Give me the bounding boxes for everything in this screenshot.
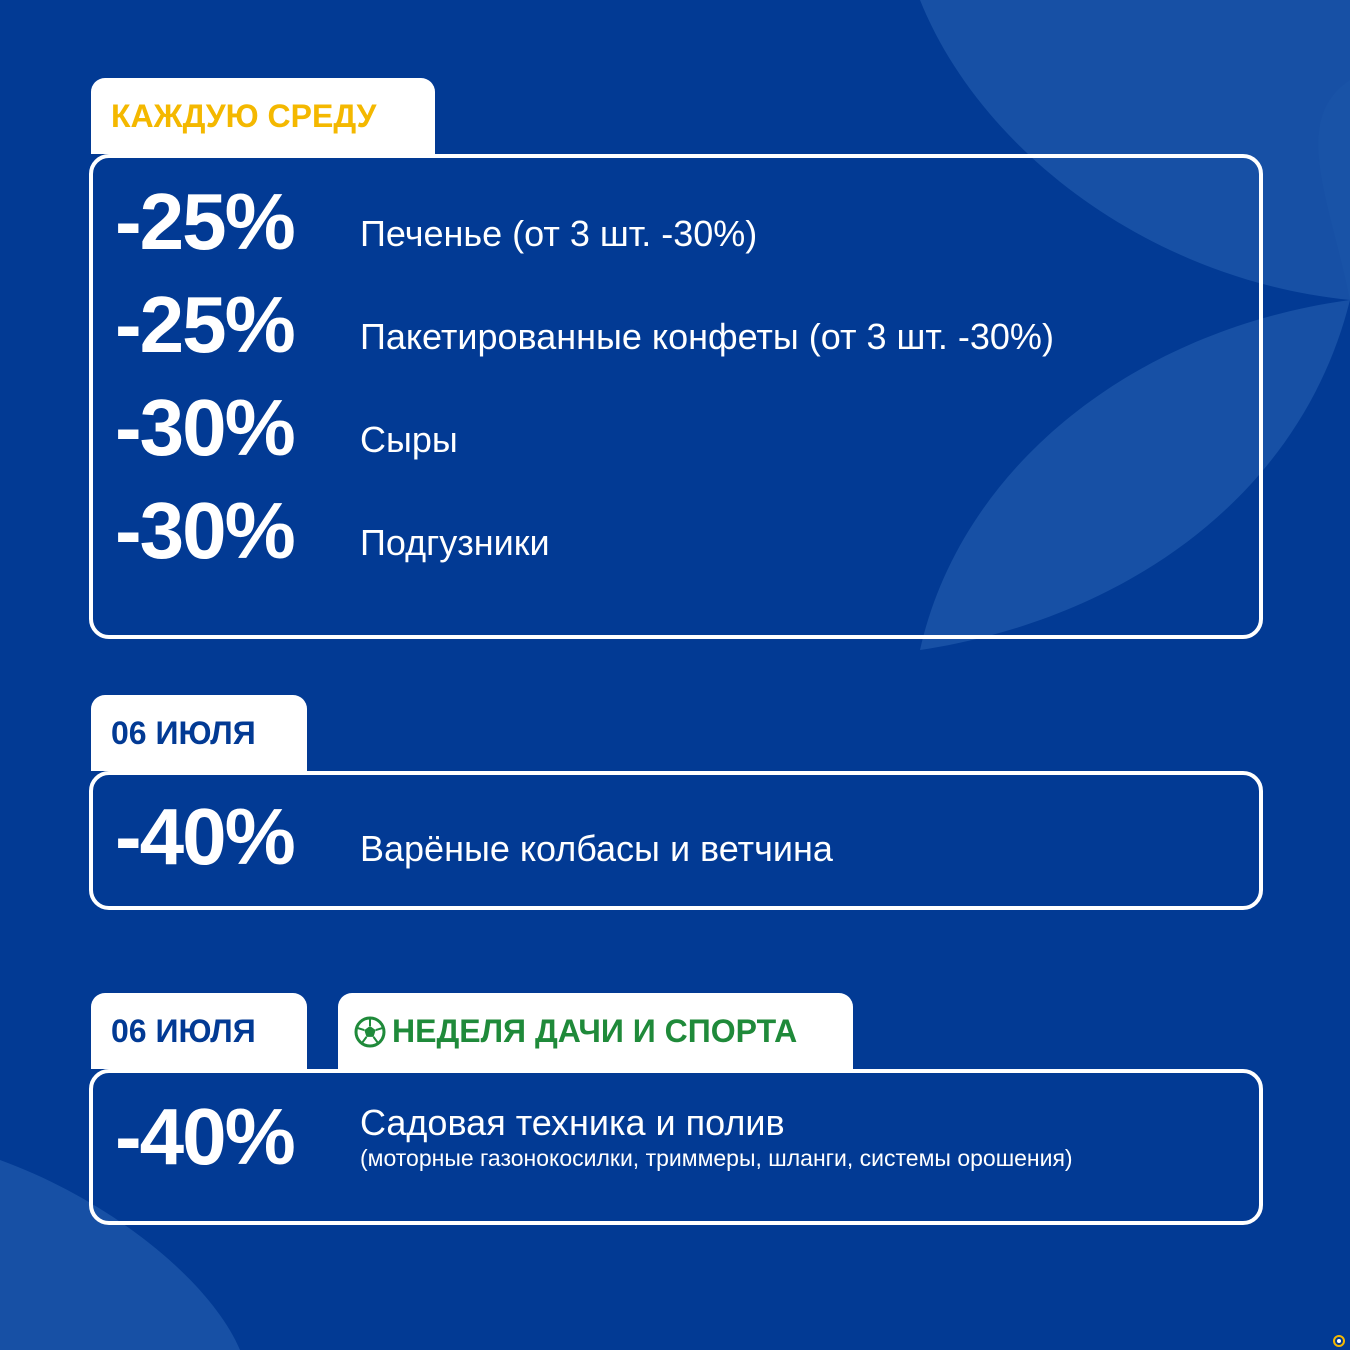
soccer-ball-icon <box>354 1016 386 1048</box>
discount-value: -40% <box>115 792 294 881</box>
product-details: (моторные газонокосилки, триммеры, шланги, системы орошения) <box>360 1145 1073 1171</box>
tab-event-label: НЕДЕЛЯ ДАЧИ И СПОРТА <box>392 1013 798 1049</box>
list-item <box>115 378 458 472</box>
list-item <box>115 172 758 266</box>
tab-date-july-6 <box>91 993 307 1069</box>
watermark-logo-icon <box>1332 1334 1346 1348</box>
product-name: Пакетированные конфеты (от 3 шт. -30%) <box>360 316 1054 357</box>
tab-date-july-6 <box>91 695 307 771</box>
tab-garden-sport-week <box>338 993 853 1069</box>
list-item <box>115 1085 1073 1185</box>
product-name: Садовая техника и полив <box>360 1102 785 1143</box>
tab-every-wednesday <box>91 78 435 154</box>
product-name: Сыры <box>360 419 458 460</box>
discount-value: -40% <box>115 1092 294 1181</box>
product-name: Варёные колбасы и ветчина <box>360 828 833 869</box>
tab-every-wednesday-label: КАЖДУЮ СРЕДУ <box>111 98 377 134</box>
product-description <box>360 1103 1073 1185</box>
discount-value: -25% <box>115 280 294 369</box>
product-name: Печенье (от 3 шт. -30%) <box>360 213 758 254</box>
list-item <box>115 787 833 881</box>
product-name: Подгузники <box>360 522 550 563</box>
discount-value: -30% <box>115 383 294 472</box>
tab-date-label: 06 ИЮЛЯ <box>111 715 256 751</box>
tab-date-label: 06 ИЮЛЯ <box>111 1013 256 1049</box>
list-item <box>115 275 1054 369</box>
list-item <box>115 481 550 575</box>
discount-value: -30% <box>115 486 294 575</box>
discount-value: -25% <box>115 177 294 266</box>
